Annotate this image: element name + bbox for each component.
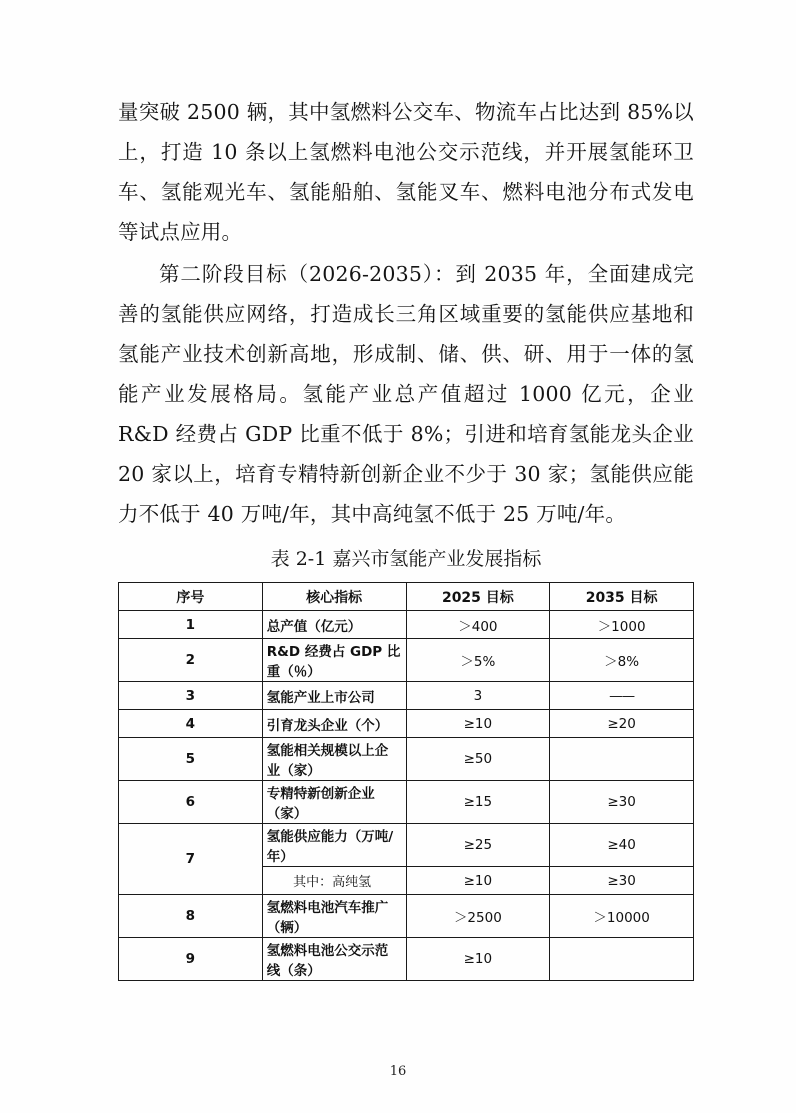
table-row — [119, 824, 694, 867]
cell-target-2025: ≥10 — [406, 710, 550, 738]
cell-target-2025: ≥10 — [406, 867, 550, 895]
cell-target-2035 — [550, 738, 694, 781]
page-content — [118, 92, 694, 981]
cell-target-2035: —— — [550, 682, 694, 710]
cell-metric: R&D 经费占 GDP 比重（％） — [262, 639, 406, 682]
cell-target-2025: ≥10 — [406, 938, 550, 981]
paragraph-2: 第二阶段目标（2026-2035）：到 2035 年，全面建成完善的氢能供应网络，打造成长三角区域重要的氢能供应基地和氢能产业技术创新高地，形成制、储、供、研、用于一体的氢能产业发展格局。氢能产业总产值超过 1000 亿元，企业 R&D 经费占 GDP 比重不低于 8%；引进和培育氢能龙头企业 20 家以上，培育专精特新创新企业不少于 30 家；氢能供应能力不低于 40 万吨/年，其中高纯氢不低于 25 万吨/年。 — [118, 262, 694, 526]
table-caption: 表 2-1 嘉兴市氢能产业发展指标 — [270, 548, 542, 570]
table-row — [119, 938, 694, 981]
cell-metric: 氢燃料电池汽车推广（辆） — [262, 895, 406, 938]
cell-index: 6 — [119, 781, 263, 824]
cell-target-2025: ＞400 — [406, 611, 550, 639]
cell-metric: 氢能相关规模以上企业（家） — [262, 738, 406, 781]
cell-target-2025: ≥15 — [406, 781, 550, 824]
column-header-2025: 2025 目标 — [406, 583, 550, 611]
cell-metric: 氢燃料电池公交示范线（条） — [262, 938, 406, 981]
cell-index: 7 — [119, 824, 263, 895]
cell-target-2035: ≥20 — [550, 710, 694, 738]
cell-target-2035: ＞10000 — [550, 895, 694, 938]
cell-index: 5 — [119, 738, 263, 781]
cell-metric-sub: 其中：高纯氢 — [262, 867, 406, 895]
metrics-table — [118, 582, 694, 981]
table-row — [119, 738, 694, 781]
cell-metric: 氢能供应能力（万吨/年） — [262, 824, 406, 867]
cell-target-2035: ＞1000 — [550, 611, 694, 639]
column-header-metric: 核心指标 — [262, 583, 406, 611]
cell-target-2035 — [550, 938, 694, 981]
cell-target-2025: ≥25 — [406, 824, 550, 867]
table-header-row — [119, 583, 694, 611]
table-row — [119, 781, 694, 824]
cell-target-2035: ≥30 — [550, 781, 694, 824]
cell-index: 2 — [119, 639, 263, 682]
cell-metric: 引育龙头企业（个） — [262, 710, 406, 738]
cell-target-2025: ＞2500 — [406, 895, 550, 938]
cell-target-2025: ＞5% — [406, 639, 550, 682]
cell-index: 1 — [119, 611, 263, 639]
column-header-index: 序号 — [119, 583, 263, 611]
cell-index: 4 — [119, 710, 263, 738]
column-header-2035: 2035 目标 — [550, 583, 694, 611]
table-row — [119, 895, 694, 938]
cell-target-2025: 3 — [406, 682, 550, 710]
cell-metric: 总产值（亿元） — [262, 611, 406, 639]
cell-index: 3 — [119, 682, 263, 710]
table-row — [119, 682, 694, 710]
page-number: 16 — [389, 1064, 407, 1079]
cell-target-2035: ≥30 — [550, 867, 694, 895]
table-row — [119, 710, 694, 738]
table-row — [119, 611, 694, 639]
cell-metric: 专精特新创新企业（家） — [262, 781, 406, 824]
cell-index: 9 — [119, 938, 263, 981]
cell-metric: 氢能产业上市公司 — [262, 682, 406, 710]
cell-target-2035: ≥40 — [550, 824, 694, 867]
cell-target-2025: ≥50 — [406, 738, 550, 781]
table-row — [119, 639, 694, 682]
cell-index: 8 — [119, 895, 263, 938]
cell-target-2035: ＞8% — [550, 639, 694, 682]
paragraph-1: 量突破 2500 辆，其中氢燃料公交车、物流车占比达到 85%以上，打造 10 条以上氢燃料电池公交示范线，并开展氢能环卫车、氢能观光车、氢能船舶、氢能叉车、燃料电池分布式发电等试点应用。 — [118, 100, 694, 244]
